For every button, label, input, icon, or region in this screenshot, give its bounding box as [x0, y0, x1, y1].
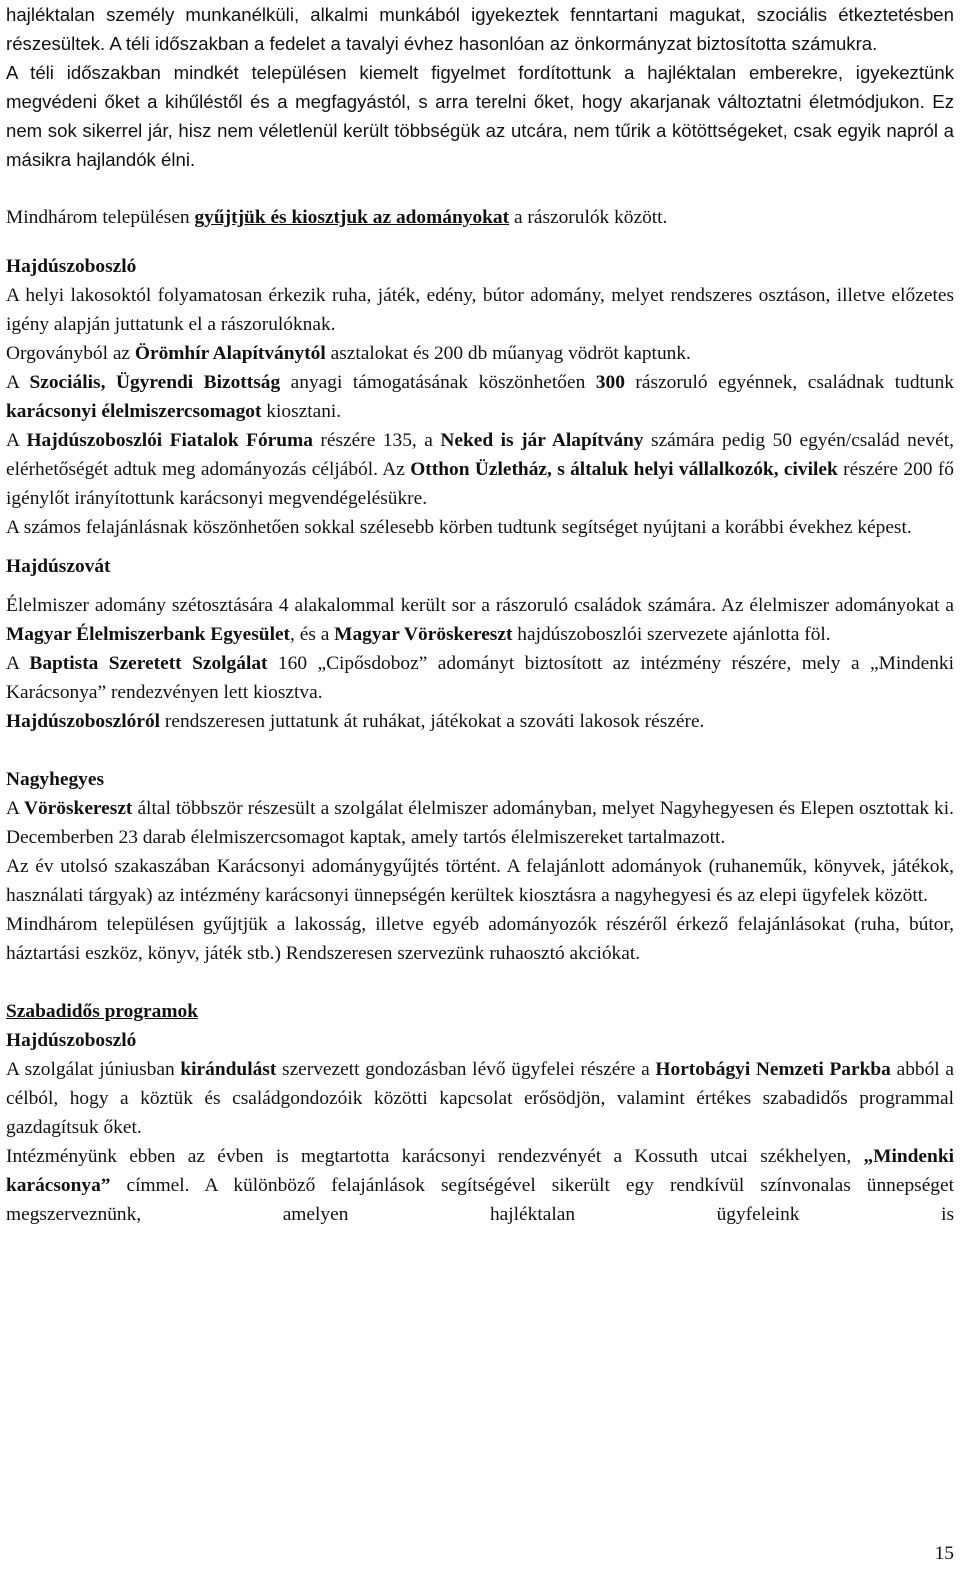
hajduszoboszlo-paragraph-4: A Hajdúszoboszlói Fiatalok Fóruma részére 135, a Neked is jár Alapítvány számára pedig 50 egyén/család nevét, elérhetőségét adtuk meg adományozás céljából. Az Otthon Üzletház, s általuk helyi vállalkozók, civilek részére 200 fő igénylőt irányítottunk karácsonyi megvendégelésükre.: [6, 430, 954, 509]
donations-emphasis: gyűjtjük és kiosztjuk az adományokat: [194, 207, 510, 228]
szabadido-paragraph-1: A szolgálat júniusban kirándulást szervezett gondozásban lévő ügyfelei részére a Hortobágyi Nemzeti Parkba abból a célból, hogy a köztük és családgondozóik közötti kapcsolat erősödjön, valamint értékes szabadidős programmal gazdagítsuk őket.: [6, 1059, 954, 1138]
hajduszoboszlo-paragraph-2: Orgoványból az Örömhír Alapítványtól asztalokat és 200 db műanyag vödröt kaptunk.: [6, 343, 691, 364]
nagyhegyes-paragraph-2: Az év utolsó szakaszában Karácsonyi adománygyűjtés történt. A felajánlott adományok (ruhaneműk, könyvek, játékok, használati tárgyak) az intézmény karácsonyi ünnepségén kerültek kiosztásra a nagyhegyesi és az elepi ügyfelek között.: [6, 856, 954, 906]
spacer: [6, 736, 954, 765]
spacer: [6, 581, 954, 591]
hajduszoboszlo-paragraph-5: A számos felajánlásnak köszönhetően sokkal szélesebb körben tudtunk segítséget nyújtani a korábbi évekhez képest.: [6, 517, 912, 538]
spacer: [6, 968, 954, 997]
hajduszoboszlo-paragraph-3: A Szociális, Ügyrendi Bizottság anyagi támogatásának köszönhetően 300 rászoruló egyénnek, családnak tudtunk karácsonyi élelmiszercsomagot kiosztani.: [6, 372, 954, 422]
hajduszovat-paragraph-1: Élelmiszer adomány szétosztására 4 alakalommal került sor a rászoruló családok számára. Az élelmiszer adományokat a Magyar Élelmiszerbank Egyesület, és a Magyar Vöröskereszt hajdúszoboszlói szervezete ajánlotta föl.: [6, 595, 954, 645]
section-heading-szabadido: Szabadidős programok: [6, 1001, 198, 1022]
hajduszovat-paragraph-2: A Baptista Szeretett Szolgálat 160 „Cipősdoboz” adományt biztosított az intézmény részére, mely a „Mindenki Karácsonya” rendezvényen lett kiosztva.: [6, 653, 955, 703]
intro-paragraph-1: hajléktalan személy munkanélküli, alkalmi munkából igyekeztek fenntartani magukat, szociális étkeztetésben részesültek. A téli időszakban a fedelet a tavalyi évhez hasonlóan az önkormányzat biztosította számukra.: [6, 4, 954, 54]
section-heading-nagyhegyes: Nagyhegyes: [6, 769, 105, 790]
intro-paragraph-2: A téli időszakban mindkét településen kiemelt figyelmet fordítottunk a hajléktalan emberekre, igyekeztünk megvédeni őket a kihűléstől és a megfagyástól, s arra terelni őket, hogy akarjanak változtatni életmódjukon. Ez nem sok sikerrel jár, hisz nem véletlenül került többségük az utcára, nem tűrik a kötöttségeket, csak egyik napról a másikra hajlandók élni.: [6, 62, 954, 170]
hajduszoboszlo-paragraph-1: A helyi lakosoktól folyamatosan érkezik ruha, játék, edény, bútor adomány, melyet rendszeres osztáson, illetve előzetes igény alapján juttatunk el a rászorulóknak.: [6, 285, 954, 335]
section-heading-hajduszoboszlo: Hajdúszoboszló: [6, 256, 137, 277]
page-number: 15: [934, 1543, 954, 1564]
nagyhegyes-paragraph-3: Mindhárom településen gyűjtjük a lakosság, illetve egyéb adományozók részéről érkező felajánlásokat (ruha, bútor, háztartási eszköz, könyv, játék stb.) Rendszeresen szervezünk ruhaosztó akciókat.: [6, 914, 954, 964]
subsection-heading-hajduszoboszlo: Hajdúszoboszló: [6, 1030, 137, 1051]
donations-paragraph: Mindhárom településen gyűjtjük és kiosztjuk az adományokat a rászorulók között.: [6, 207, 668, 228]
spacer: [6, 542, 954, 552]
nagyhegyes-paragraph-1: A Vöröskereszt által többször részesült a szolgálat élelmiszer adományban, melyet Nagyhegyesen és Elepen osztottak ki. Decemberben 23 darab élelmiszercsomagot kaptak, amely tartós élelmiszereket tartalmazott.: [6, 798, 954, 848]
section-heading-hajduszovat: Hajdúszovát: [6, 556, 111, 577]
hajduszovat-paragraph-3: Hajdúszoboszlóról rendszeresen juttatunk át ruhákat, játékokat a szováti lakosok részére.: [6, 711, 705, 732]
spacer: [6, 232, 954, 252]
spacer: [6, 174, 954, 203]
document-page: [6, 0, 954, 1229]
szabadido-paragraph-2: Intézményünk ebben az évben is megtartotta karácsonyi rendezvényét a Kossuth utcai székhelyen, „Mindenki karácsonya” címmel. A különböző felajánlások segítségével sikerült egy rendkívül színvonalas ünnepséget megszerveznünk, amelyen hajléktalan ügyfeleink is: [6, 1146, 954, 1225]
